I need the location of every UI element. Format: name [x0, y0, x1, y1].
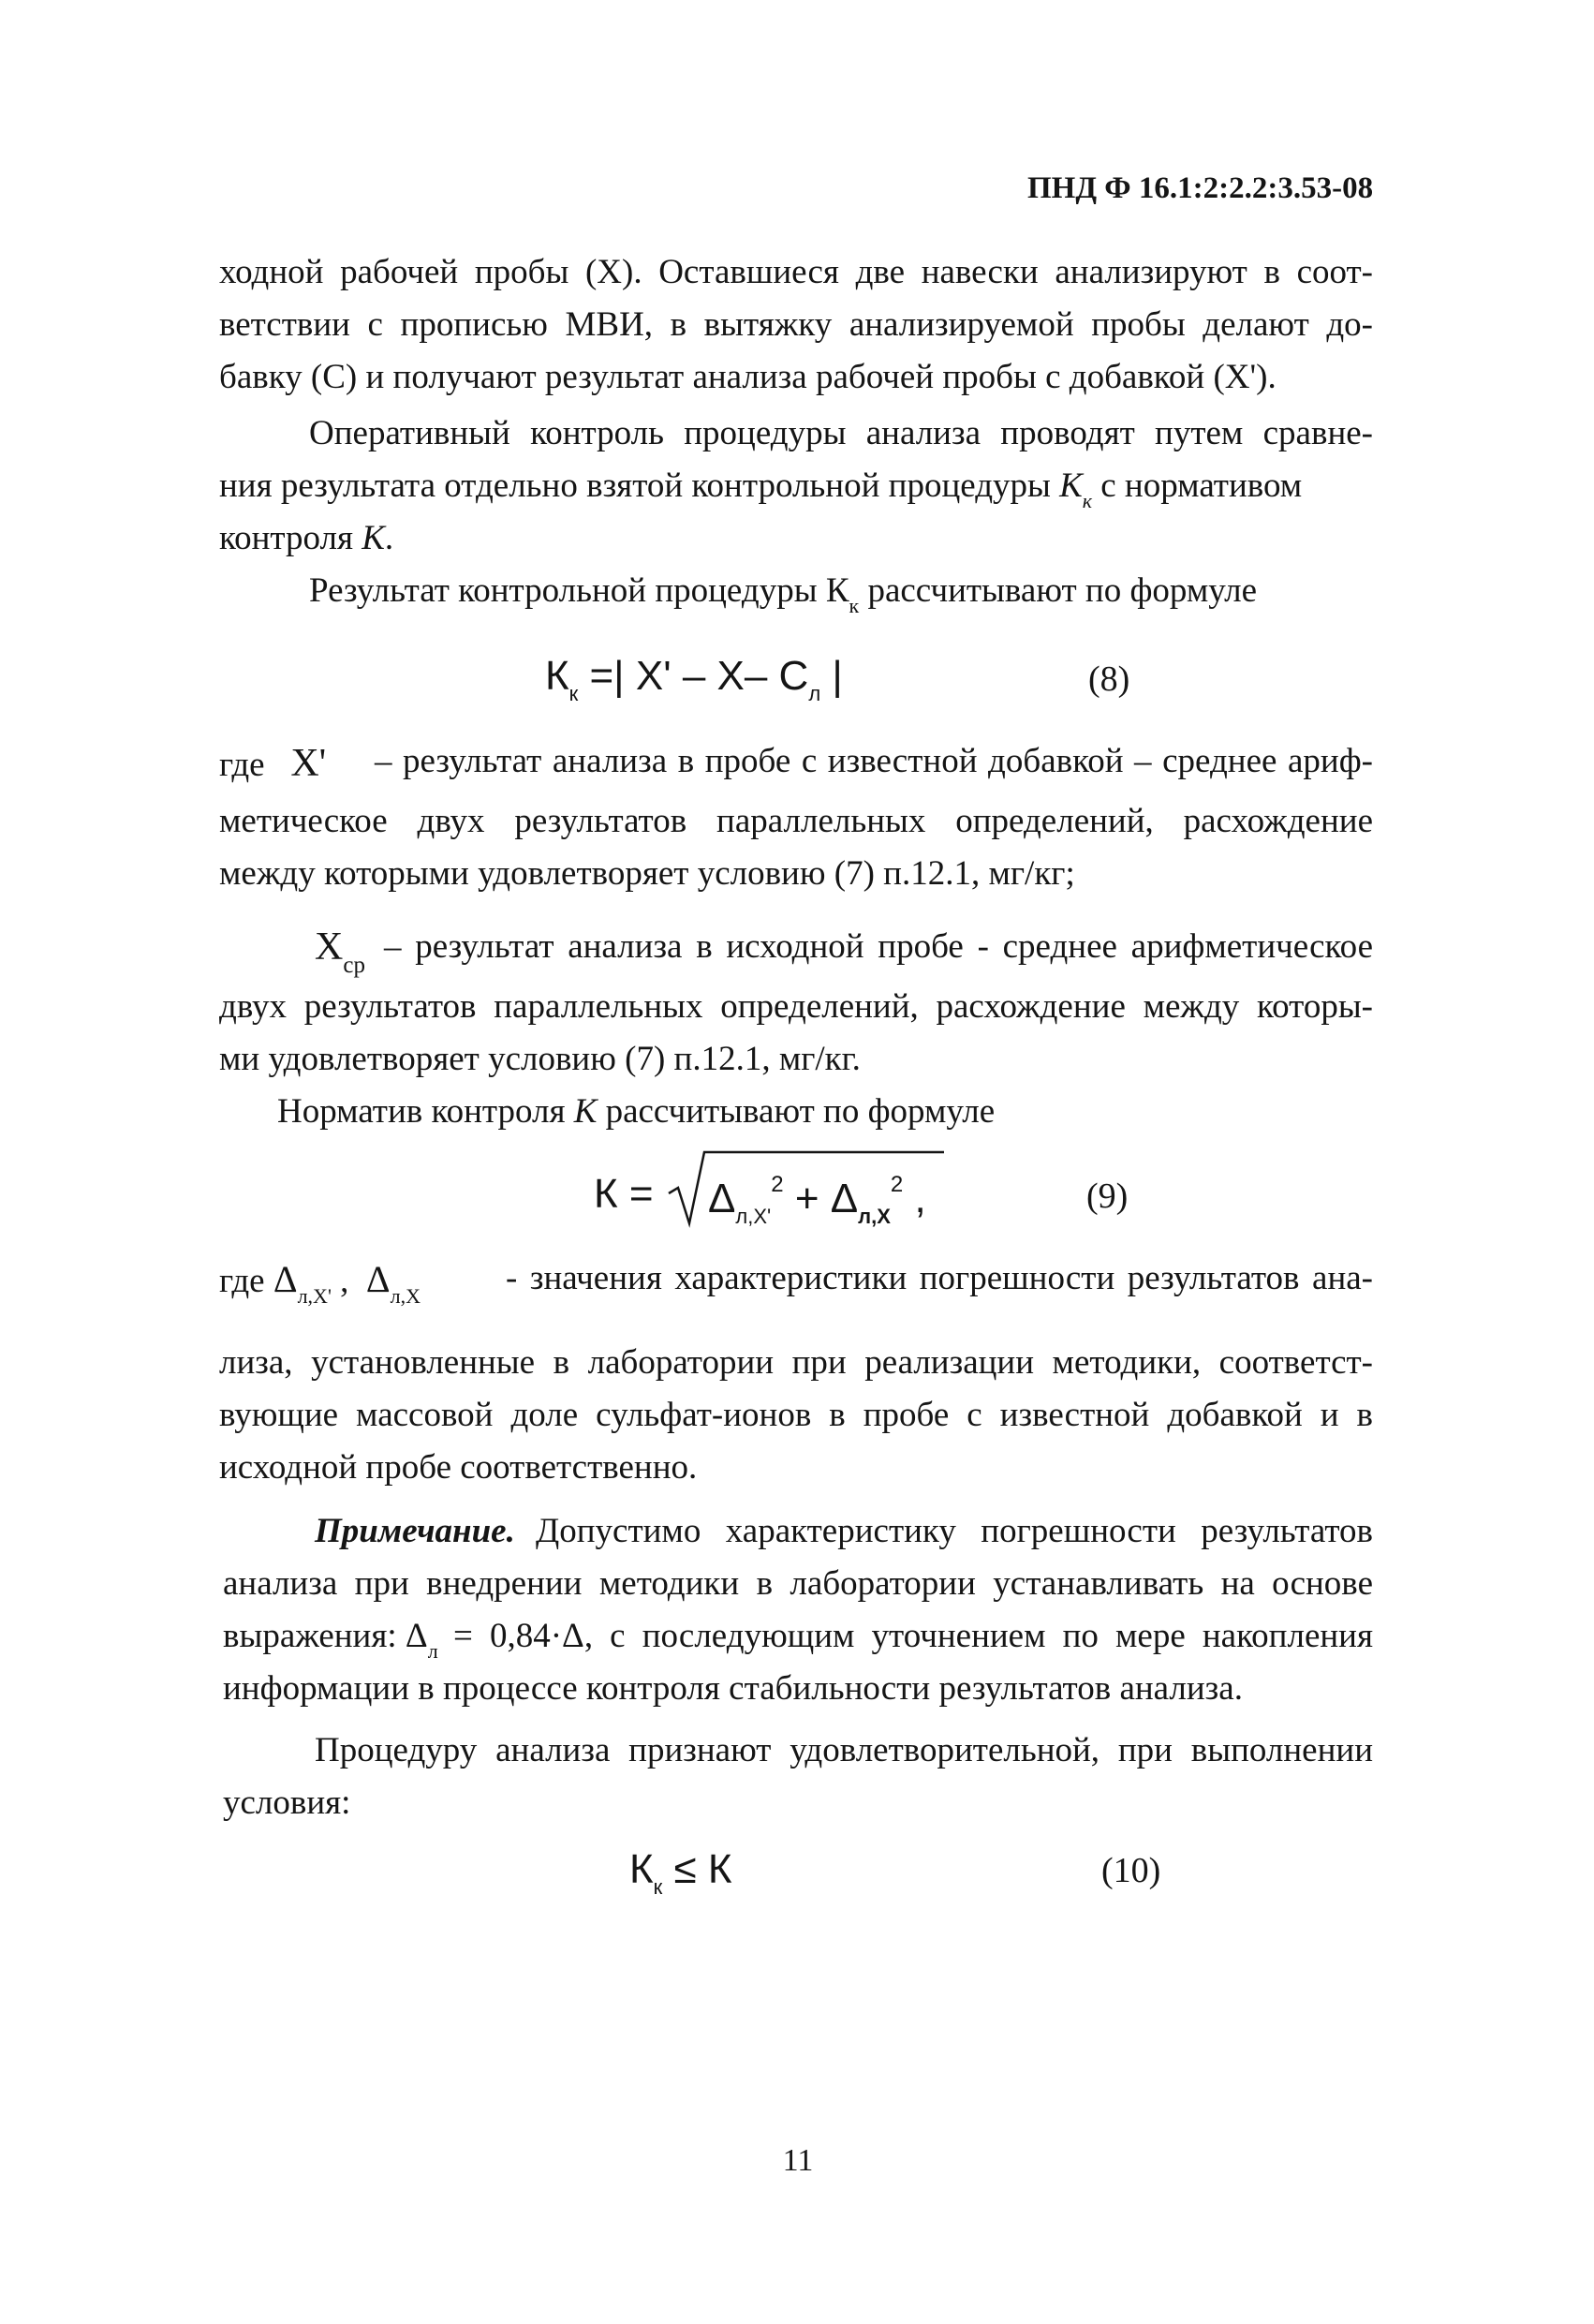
text-line: – результат анализа в исходной пробе - среднее арифметическое	[384, 927, 1373, 966]
note-label: Примечание.	[315, 1512, 515, 1550]
text-line: ния результата отдельно взятой контрольной процедуры $К_к$ с нормативом	[219, 466, 1303, 512]
symbol-k: К	[1059, 466, 1083, 505]
text-line: между которыми удовлетворяет условию (7) п.12.1, мг/кг;	[219, 854, 1075, 893]
text-line: условия:	[223, 1784, 351, 1822]
document-code: ПНД Ф 16.1:2:2.2:3.53-08	[1027, 171, 1374, 205]
text-line: Допустимо характеристику погрешности результатов	[536, 1512, 1373, 1550]
formula-9-radicand: $\Delta_{л,Х'}^2 + \Delta_{л,Х}^2$ ,	[708, 1172, 926, 1228]
equation-number-10: (10)	[1101, 1851, 1161, 1890]
text-line: бавку (С) и получают результат анализа рабочей пробы с добавкой (Х').	[219, 358, 1277, 396]
text-line: выражения: $\Delta_л$	[223, 1617, 438, 1663]
text-line: = 0,84·Δ, с последующим уточнением по мере накопления	[453, 1617, 1373, 1655]
text-line: Процедуру анализа признают удовлетворительной, при выполнении	[315, 1731, 1373, 1769]
text-line: метическое двух результатов параллельных определений, расхождение	[219, 802, 1373, 840]
text-line: информации в процессе контроля стабильности результатов анализа.	[223, 1669, 1243, 1708]
text-line: - значения характеристики погрешности результатов ана-	[506, 1259, 1373, 1297]
page-number: 11	[782, 2143, 814, 2178]
text-line: – результат анализа в пробе с известной добавкой – среднее ариф-	[375, 742, 1373, 780]
text-line: исходной пробе соответственно.	[219, 1448, 698, 1487]
text-line: $Х_{ср}$	[315, 925, 365, 978]
text-line: вующие массовой доле сульфат-ионов в пробе с известной добавкой и в	[219, 1396, 1373, 1434]
text-line: ветствии с прописью МВИ, в вытяжку анализируемой пробы делают до-	[219, 305, 1373, 344]
text-line: Оперативный контроль процедуры анализа проводят путем сравне-	[309, 414, 1373, 452]
text-line: двух результатов параллельных определений, расхождение между которы-	[219, 987, 1373, 1026]
text-line: ми удовлетворяет условию (7) п.12.1, мг/кг.	[219, 1040, 861, 1078]
formula-10: $К_к \le К$	[629, 1846, 732, 1899]
text-line: анализа при внедрении методики в лаборатории устанавливать на основе	[223, 1564, 1373, 1603]
equation-number-8: (8)	[1088, 659, 1130, 699]
text-line: где Х'	[219, 742, 327, 785]
text-line: контроля К.	[219, 519, 394, 557]
equation-number-9: (9)	[1086, 1177, 1129, 1216]
text-line: ходной рабочей пробы (Х). Оставшиеся две навески анализируют в соот-	[219, 253, 1373, 291]
formula-9: К =	[594, 1171, 654, 1217]
text-line: Результат контрольной процедуры $К_к$ рассчитывают по формуле	[309, 571, 1258, 617]
text-line: лиза, установленные в лаборатории при реализации методики, соответст-	[219, 1343, 1373, 1382]
text-line: где $\Delta_{л,Х'}$ , $\Delta_{л,Х}$	[219, 1258, 421, 1308]
formula-8: $К_к$ =| Х' – Х– $С_л$ |	[545, 653, 843, 705]
text-line: Норматив контроля К рассчитывают по формуле	[277, 1092, 996, 1131]
